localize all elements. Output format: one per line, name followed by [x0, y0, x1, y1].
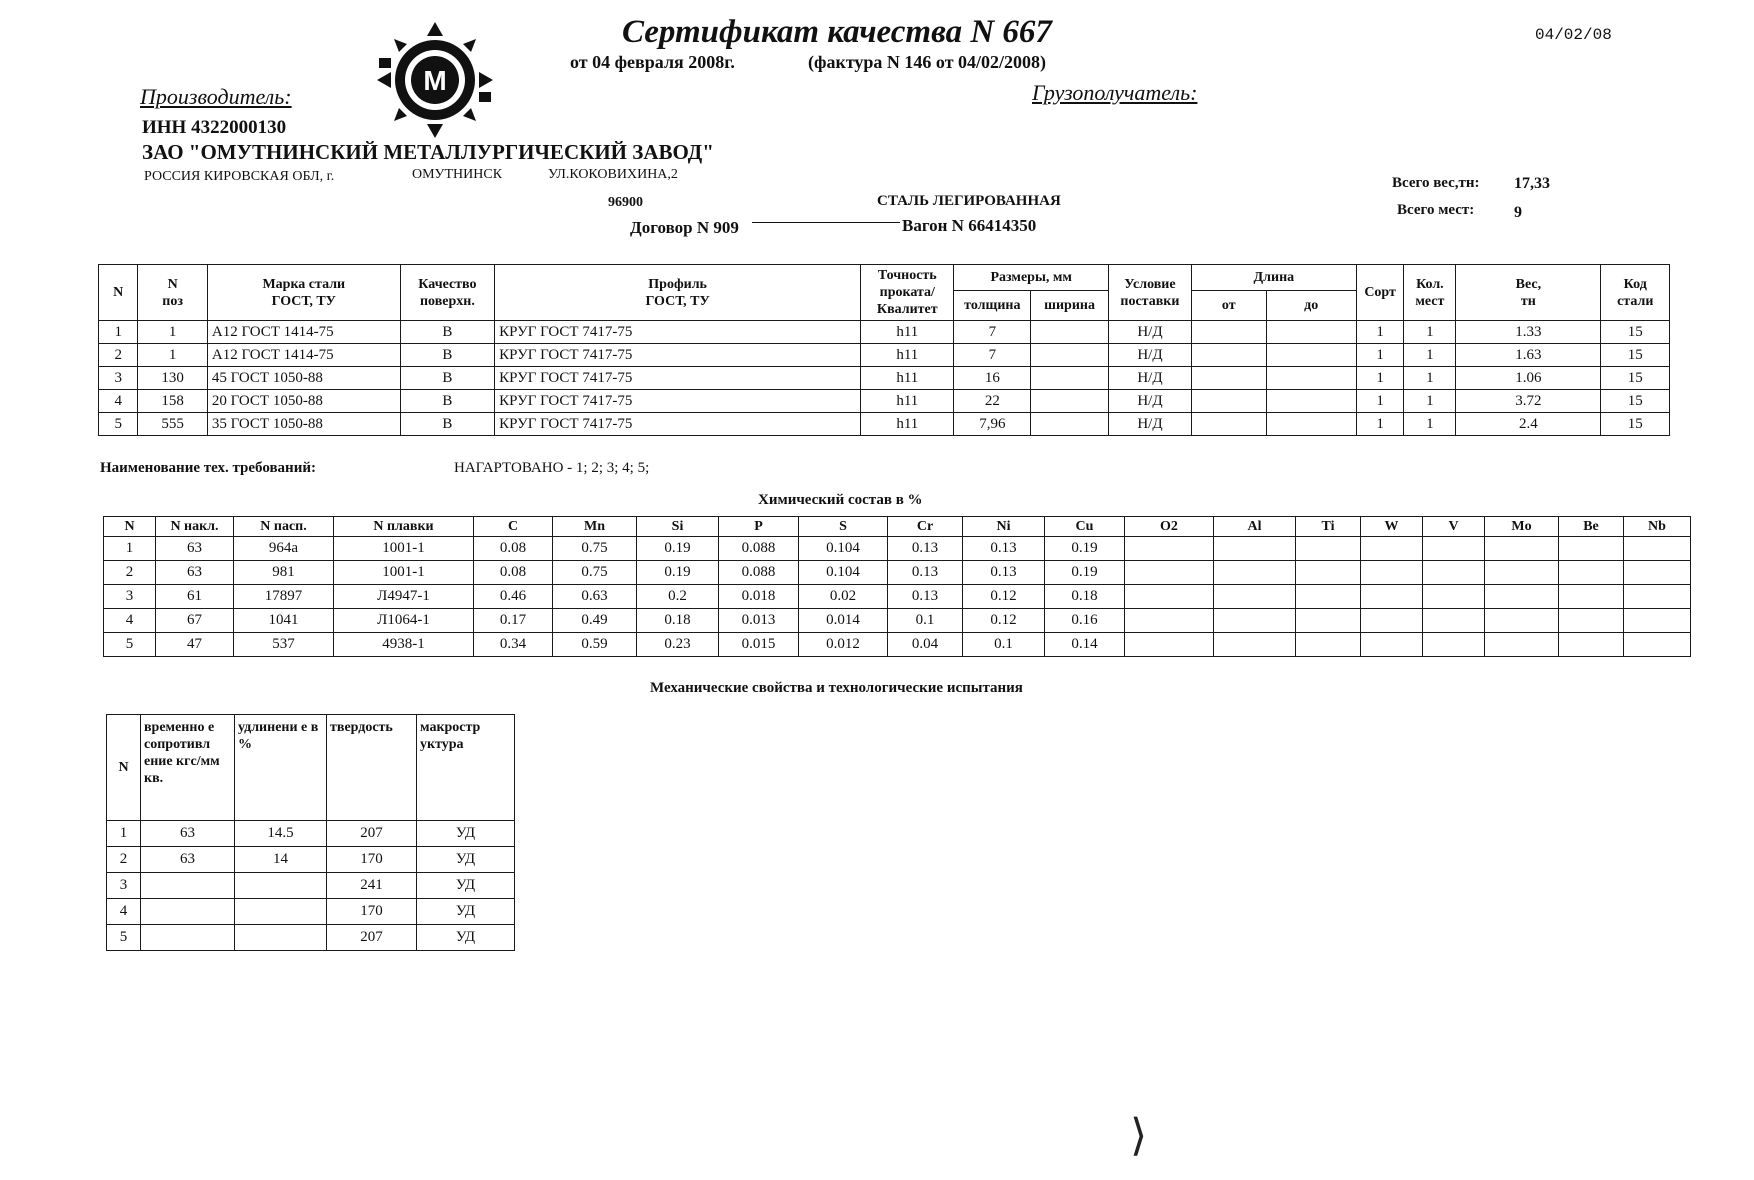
product-cell-quality: B	[400, 367, 494, 390]
chem-cell: 981	[234, 561, 334, 585]
product-cell-delivery: Н/Д	[1108, 390, 1191, 413]
product-cell-grade: A12 ГОСТ 1414-75	[207, 321, 400, 344]
col-grade: Марка стали ГОСТ, ТУ	[207, 265, 400, 321]
chem-cell	[1485, 609, 1559, 633]
chem-cell: 0.18	[637, 609, 719, 633]
chem-cell	[1214, 537, 1296, 561]
manufacturer-logo	[375, 20, 495, 140]
mech-col-macro: макростр уктура	[417, 715, 515, 821]
chem-cell	[1361, 537, 1423, 561]
tech-requirements-value: НАГАРТОВАНО - 1; 2; 3; 4; 5;	[454, 460, 650, 476]
chem-col-header: N пасп.	[234, 517, 334, 537]
chem-cell	[1361, 561, 1423, 585]
product-cell-profile: КРУГ ГОСТ 7417-75	[495, 321, 861, 344]
mech-col-strength: временно е сопротивл ение кгс/мм кв.	[141, 715, 235, 821]
chem-cell: 63	[156, 537, 234, 561]
product-cell-pos: 1	[138, 321, 207, 344]
chem-row	[104, 609, 1691, 633]
product-cell-to	[1266, 344, 1356, 367]
manufacturer-inn: ИНН 4322000130	[142, 117, 287, 138]
products-table	[98, 264, 1670, 436]
chem-cell	[1559, 633, 1624, 657]
chem-col-header: Ni	[963, 517, 1045, 537]
mech-cell-macro: УД	[417, 899, 515, 925]
col-thickness: толщина	[954, 291, 1031, 321]
chem-col-header: V	[1423, 517, 1485, 537]
col-delivery: Условие поставки	[1108, 265, 1191, 321]
chem-col-header: Ti	[1296, 517, 1361, 537]
chem-cell	[1214, 561, 1296, 585]
chem-cell: 0.018	[719, 585, 799, 609]
certificate-date: от 04 февраля 2008г.	[570, 52, 735, 72]
product-cell-from	[1191, 390, 1266, 413]
chem-cell	[1485, 585, 1559, 609]
chemistry-table	[103, 516, 1691, 657]
chem-cell	[1423, 561, 1485, 585]
chem-cell: 0.088	[719, 561, 799, 585]
col-from: от	[1191, 291, 1266, 321]
chem-cell	[1125, 561, 1214, 585]
col-weight: Вес, тн	[1456, 265, 1601, 321]
product-cell-code: 15	[1601, 321, 1670, 344]
col-length: Длина	[1191, 265, 1356, 291]
mech-cell-macro: УД	[417, 821, 515, 847]
address-region: РОССИЯ КИРОВСКАЯ ОБЛ, г.	[144, 169, 335, 184]
col-sort: Сорт	[1356, 265, 1404, 321]
chem-cell: 0.13	[888, 585, 963, 609]
chem-cell: Л4947-1	[334, 585, 474, 609]
chem-cell: 0.08	[474, 561, 553, 585]
col-quality: Качество поверхн.	[400, 265, 494, 321]
mech-cell-n: 4	[107, 899, 141, 925]
product-cell-grade: 20 ГОСТ 1050-88	[207, 390, 400, 413]
chem-cell: 0.104	[799, 561, 888, 585]
chem-cell	[1624, 609, 1691, 633]
col-pos: N поз	[138, 265, 207, 321]
chem-cell	[1423, 585, 1485, 609]
mech-cell-elongation: 14	[235, 847, 327, 873]
chem-cell	[1624, 585, 1691, 609]
chem-cell: 0.1	[963, 633, 1045, 657]
chem-cell: 1001-1	[334, 561, 474, 585]
chem-col-header: Al	[1214, 517, 1296, 537]
product-cell-n: 3	[99, 367, 138, 390]
chem-cell: 63	[156, 561, 234, 585]
mech-cell-n: 5	[107, 925, 141, 951]
chem-cell	[1296, 585, 1361, 609]
chem-cell	[1125, 609, 1214, 633]
chem-col-header: S	[799, 517, 888, 537]
product-cell-width	[1031, 413, 1109, 436]
product-cell-quality: B	[400, 413, 494, 436]
chem-cell	[1296, 609, 1361, 633]
chem-cell: Л1064-1	[334, 609, 474, 633]
product-cell-n: 5	[99, 413, 138, 436]
product-cell-qty: 1	[1404, 367, 1456, 390]
mech-cell-n: 2	[107, 847, 141, 873]
manufacturer-name: ЗАО "ОМУТНИНСКИЙ МЕТАЛЛУРГИЧЕСКИЙ ЗАВОД"	[142, 140, 714, 164]
chem-col-header: Mo	[1485, 517, 1559, 537]
product-cell-sort: 1	[1356, 367, 1404, 390]
product-cell-accuracy: h11	[861, 413, 954, 436]
chem-cell: 4938-1	[334, 633, 474, 657]
mech-row	[107, 899, 515, 925]
chem-cell	[1125, 585, 1214, 609]
col-sizes: Размеры, мм	[954, 265, 1109, 291]
col-profile: Профиль ГОСТ, ТУ	[495, 265, 861, 321]
postcode: 96900	[608, 195, 643, 210]
chem-cell: 1041	[234, 609, 334, 633]
chem-col-header: O2	[1125, 517, 1214, 537]
chem-cell: 0.08	[474, 537, 553, 561]
product-cell-code: 15	[1601, 390, 1670, 413]
chem-cell: 47	[156, 633, 234, 657]
mech-cell-elongation	[235, 925, 327, 951]
product-cell-sort: 1	[1356, 413, 1404, 436]
chem-cell	[1296, 633, 1361, 657]
product-cell-weight: 2.4	[1456, 413, 1601, 436]
col-qty: Кол. мест	[1404, 265, 1456, 321]
chem-cell: 0.23	[637, 633, 719, 657]
chem-col-header: W	[1361, 517, 1423, 537]
chem-cell: 0.13	[963, 561, 1045, 585]
chem-cell: 0.63	[553, 585, 637, 609]
chem-cell	[1485, 537, 1559, 561]
chem-row	[104, 633, 1691, 657]
chem-cell	[1423, 633, 1485, 657]
product-cell-thickness: 16	[954, 367, 1031, 390]
product-cell-thickness: 7	[954, 344, 1031, 367]
product-cell-qty: 1	[1404, 344, 1456, 367]
product-cell-qty: 1	[1404, 413, 1456, 436]
contract-underline	[752, 222, 900, 223]
chem-cell: 0.012	[799, 633, 888, 657]
chem-cell: 0.13	[888, 561, 963, 585]
chem-cell: 0.02	[799, 585, 888, 609]
product-cell-qty: 1	[1404, 390, 1456, 413]
product-cell-to	[1266, 390, 1356, 413]
mech-cell-hardness: 207	[327, 925, 417, 951]
product-cell-quality: B	[400, 390, 494, 413]
chem-cell	[1423, 537, 1485, 561]
chem-cell	[1214, 633, 1296, 657]
product-cell-grade: 45 ГОСТ 1050-88	[207, 367, 400, 390]
mech-cell-n: 3	[107, 873, 141, 899]
chem-cell: 2	[104, 561, 156, 585]
product-cell-sort: 1	[1356, 321, 1404, 344]
product-cell-accuracy: h11	[861, 344, 954, 367]
total-weight-value: 17,33	[1514, 175, 1550, 192]
total-weight-label: Всего вес,тн:	[1392, 175, 1480, 191]
chem-cell	[1423, 609, 1485, 633]
product-cell-from	[1191, 344, 1266, 367]
chem-cell: 537	[234, 633, 334, 657]
product-cell-from	[1191, 367, 1266, 390]
chem-cell	[1361, 633, 1423, 657]
product-cell-delivery: Н/Д	[1108, 367, 1191, 390]
chem-col-header: N	[104, 517, 156, 537]
chem-cell: 0.19	[1045, 537, 1125, 561]
mech-row	[107, 821, 515, 847]
chem-cell	[1485, 633, 1559, 657]
chem-cell: 0.04	[888, 633, 963, 657]
chem-cell: 0.49	[553, 609, 637, 633]
chem-cell	[1125, 537, 1214, 561]
product-cell-delivery: Н/Д	[1108, 344, 1191, 367]
chem-cell: 0.46	[474, 585, 553, 609]
mech-cell-strength: 63	[141, 821, 235, 847]
chem-col-header: Cr	[888, 517, 963, 537]
chem-cell: 0.014	[799, 609, 888, 633]
chem-cell	[1485, 561, 1559, 585]
mech-cell-macro: УД	[417, 873, 515, 899]
address-street: УЛ.КОКОВИХИНА,2	[548, 167, 678, 182]
chem-cell: 0.59	[553, 633, 637, 657]
chem-cell: 0.75	[553, 537, 637, 561]
mech-cell-hardness: 207	[327, 821, 417, 847]
product-cell-profile: КРУГ ГОСТ 7417-75	[495, 390, 861, 413]
chem-cell: 0.14	[1045, 633, 1125, 657]
chem-col-header: N плавки	[334, 517, 474, 537]
mech-row	[107, 873, 515, 899]
mech-col-n: N	[107, 715, 141, 821]
chem-cell	[1559, 537, 1624, 561]
chem-cell: 5	[104, 633, 156, 657]
product-cell-quality: B	[400, 321, 494, 344]
product-cell-weight: 1.06	[1456, 367, 1601, 390]
chem-cell: 0.19	[1045, 561, 1125, 585]
chem-cell: 0.13	[888, 537, 963, 561]
product-cell-accuracy: h11	[861, 390, 954, 413]
chem-cell: 0.013	[719, 609, 799, 633]
chem-cell	[1125, 633, 1214, 657]
chem-cell: 3	[104, 585, 156, 609]
chem-cell	[1361, 585, 1423, 609]
mech-col-elongation: удлинени е в %	[235, 715, 327, 821]
product-row	[99, 413, 1670, 436]
product-cell-pos: 158	[138, 390, 207, 413]
invoice-reference: (фактура N 146 от 04/02/2008)	[808, 52, 1047, 72]
product-cell-pos: 130	[138, 367, 207, 390]
manufacturer-label: Производитель:	[140, 84, 292, 109]
product-cell-profile: КРУГ ГОСТ 7417-75	[495, 344, 861, 367]
chem-cell: 17897	[234, 585, 334, 609]
chem-cell: 964а	[234, 537, 334, 561]
chem-cell: 0.19	[637, 537, 719, 561]
product-cell-to	[1266, 413, 1356, 436]
product-cell-sort: 1	[1356, 390, 1404, 413]
chem-cell: 0.104	[799, 537, 888, 561]
chem-cell: 0.75	[553, 561, 637, 585]
mech-cell-elongation	[235, 899, 327, 925]
chem-cell	[1296, 537, 1361, 561]
wagon-number: Вагон N 66414350	[902, 216, 1037, 235]
mech-row	[107, 847, 515, 873]
chem-cell: 0.088	[719, 537, 799, 561]
mechanics-title: Механические свойства и технологические испытания	[650, 680, 1023, 696]
chem-cell: 67	[156, 609, 234, 633]
product-row	[99, 344, 1670, 367]
mech-cell-hardness: 170	[327, 847, 417, 873]
mech-cell-macro: УД	[417, 847, 515, 873]
product-cell-to	[1266, 321, 1356, 344]
certificate-title: Сертификат качества N 667	[622, 14, 1052, 50]
product-cell-delivery: Н/Д	[1108, 321, 1191, 344]
col-accuracy: Точность проката/ Квалитет	[861, 265, 954, 321]
product-cell-grade: 35 ГОСТ 1050-88	[207, 413, 400, 436]
chem-cell: 0.13	[963, 537, 1045, 561]
product-cell-n: 4	[99, 390, 138, 413]
product-cell-accuracy: h11	[861, 321, 954, 344]
chem-cell: 0.12	[963, 585, 1045, 609]
product-cell-code: 15	[1601, 344, 1670, 367]
product-cell-thickness: 7,96	[954, 413, 1031, 436]
total-places-label: Всего мест:	[1397, 202, 1475, 218]
chem-col-header: Be	[1559, 517, 1624, 537]
contract-number: Договор N 909	[630, 218, 739, 237]
chem-col-header: Si	[637, 517, 719, 537]
product-cell-pos: 1	[138, 344, 207, 367]
product-cell-width	[1031, 321, 1109, 344]
chem-cell: 0.18	[1045, 585, 1125, 609]
product-cell-grade: A12 ГОСТ 1414-75	[207, 344, 400, 367]
chem-cell	[1624, 633, 1691, 657]
product-cell-accuracy: h11	[861, 367, 954, 390]
consignee-label: Грузополучатель:	[1032, 80, 1198, 105]
mech-col-hardness: твердость	[327, 715, 417, 821]
product-row	[99, 390, 1670, 413]
chem-cell: 0.19	[637, 561, 719, 585]
product-cell-width	[1031, 367, 1109, 390]
chem-col-header: N накл.	[156, 517, 234, 537]
chem-cell	[1214, 585, 1296, 609]
chem-row	[104, 537, 1691, 561]
logo-letter: M	[423, 65, 447, 96]
chem-cell	[1624, 537, 1691, 561]
chem-cell: 0.34	[474, 633, 553, 657]
chemistry-title: Химический состав в %	[758, 492, 923, 508]
product-cell-code: 15	[1601, 413, 1670, 436]
product-cell-from	[1191, 413, 1266, 436]
product-cell-pos: 555	[138, 413, 207, 436]
mech-cell-hardness: 241	[327, 873, 417, 899]
product-cell-code: 15	[1601, 367, 1670, 390]
chem-cell	[1559, 561, 1624, 585]
product-row	[99, 367, 1670, 390]
total-places-value: 9	[1514, 204, 1522, 221]
col-steel-code: Код стали	[1601, 265, 1670, 321]
product-cell-n: 2	[99, 344, 138, 367]
mech-row	[107, 925, 515, 951]
chem-cell: 4	[104, 609, 156, 633]
address-city: ОМУТНИНСК	[412, 167, 503, 182]
mech-cell-n: 1	[107, 821, 141, 847]
chem-cell	[1559, 585, 1624, 609]
chem-col-header: P	[719, 517, 799, 537]
product-cell-profile: КРУГ ГОСТ 7417-75	[495, 413, 861, 436]
product-cell-width	[1031, 344, 1109, 367]
mech-cell-strength: 63	[141, 847, 235, 873]
product-cell-n: 1	[99, 321, 138, 344]
chem-cell: 0.2	[637, 585, 719, 609]
product-cell-weight: 3.72	[1456, 390, 1601, 413]
chem-row	[104, 561, 1691, 585]
chem-cell: 1	[104, 537, 156, 561]
chem-cell	[1361, 609, 1423, 633]
product-cell-width	[1031, 390, 1109, 413]
mech-cell-strength	[141, 873, 235, 899]
mech-cell-hardness: 170	[327, 899, 417, 925]
product-cell-to	[1266, 367, 1356, 390]
chem-cell: 0.17	[474, 609, 553, 633]
product-cell-weight: 1.33	[1456, 321, 1601, 344]
fax-date: 04/02/08	[1535, 26, 1612, 44]
chem-cell: 61	[156, 585, 234, 609]
mech-cell-strength	[141, 899, 235, 925]
product-row	[99, 321, 1670, 344]
product-cell-thickness: 7	[954, 321, 1031, 344]
steel-type: СТАЛЬ ЛЕГИРОВАННАЯ	[877, 193, 1061, 209]
chem-cell: 0.12	[963, 609, 1045, 633]
chem-cell	[1559, 609, 1624, 633]
product-cell-delivery: Н/Д	[1108, 413, 1191, 436]
chem-cell	[1214, 609, 1296, 633]
chem-col-header: Nb	[1624, 517, 1691, 537]
col-to: до	[1266, 291, 1356, 321]
mech-cell-elongation: 14.5	[235, 821, 327, 847]
mechanics-table	[106, 714, 515, 951]
product-cell-sort: 1	[1356, 344, 1404, 367]
chem-cell: 1001-1	[334, 537, 474, 561]
product-cell-profile: КРУГ ГОСТ 7417-75	[495, 367, 861, 390]
chem-cell: 0.015	[719, 633, 799, 657]
chem-cell: 0.16	[1045, 609, 1125, 633]
product-cell-from	[1191, 321, 1266, 344]
product-cell-qty: 1	[1404, 321, 1456, 344]
product-cell-quality: B	[400, 344, 494, 367]
pen-mark: ⟩	[1130, 1111, 1148, 1160]
col-n: N	[99, 265, 138, 321]
product-cell-weight: 1.63	[1456, 344, 1601, 367]
mech-cell-strength	[141, 925, 235, 951]
chem-col-header: Cu	[1045, 517, 1125, 537]
chem-col-header: C	[474, 517, 553, 537]
col-width: ширина	[1031, 291, 1109, 321]
chem-cell	[1296, 561, 1361, 585]
mech-cell-macro: УД	[417, 925, 515, 951]
chem-col-header: Mn	[553, 517, 637, 537]
tech-requirements-label: Наименование тех. требований:	[100, 460, 316, 476]
chem-row	[104, 585, 1691, 609]
chem-cell	[1624, 561, 1691, 585]
chem-cell: 0.1	[888, 609, 963, 633]
product-cell-thickness: 22	[954, 390, 1031, 413]
mech-cell-elongation	[235, 873, 327, 899]
